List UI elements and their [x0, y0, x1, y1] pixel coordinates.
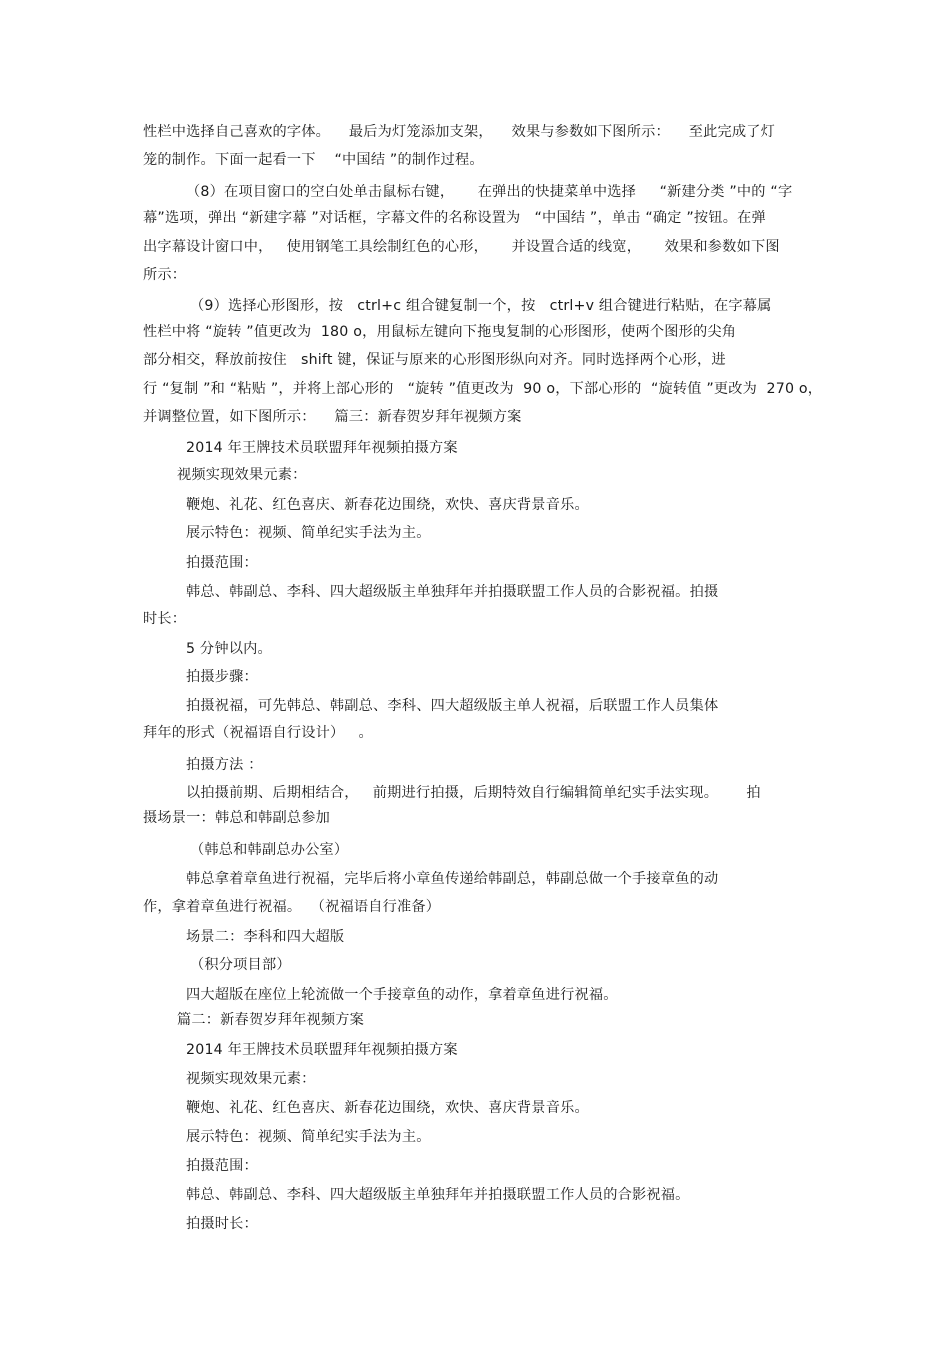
- text-line: （8）在项目窗口的空白处单击鼠标右键， 在弹出的快捷菜单中选择 “新建分类 ”中的 “字: [186, 184, 793, 200]
- text-line: 并调整位置，如下图所示： 篇三：新春贺岁拜年视频方案: [143, 409, 522, 425]
- text-line: 摄场景一：韩总和韩副总参加: [143, 810, 331, 826]
- text-line: 视频实现效果元素：: [177, 467, 307, 483]
- text-line: 拍摄范围：: [186, 555, 258, 571]
- text-line: 拍摄时长：: [186, 1216, 258, 1232]
- text-line: 视频实现效果元素：: [186, 1071, 316, 1087]
- text-line: 时长：: [143, 611, 187, 627]
- text-line: （韩总和韩副总办公室）: [190, 842, 349, 858]
- text-line: 场景二：李科和四大超版: [186, 929, 345, 945]
- text-line: 韩总、韩副总、李科、四大超级版主单独拜年并拍摄联盟工作人员的合影祝福。拍摄: [186, 584, 719, 600]
- text-line: 部分相交，释放前按住 shift 键，保证与原来的心形图形纵向对齐。同时选择两个心形，进: [143, 352, 726, 368]
- text-line: 作，拿着章鱼进行祝福。 （祝福语自行准备）: [143, 899, 441, 915]
- text-line: 性栏中将 “旋转 ”值更改为 180 o，用鼠标左键向下拖曳复制的心形图形，使两个图形的尖角: [143, 324, 737, 340]
- text-line: 韩总、韩副总、李科、四大超级版主单独拜年并拍摄联盟工作人员的合影祝福。: [186, 1187, 690, 1203]
- text-line: （积分项目部）: [190, 957, 291, 973]
- text-line: 韩总拿着章鱼进行祝福，完毕后将小章鱼传递给韩副总，韩副总做一个手接章鱼的动: [186, 871, 719, 887]
- text-line: 以拍摄前期、后期相结合， 前期进行拍摄，后期特效自行编辑简单纪实手法实现。 拍: [186, 785, 761, 801]
- text-line: 出字幕设计窗口中， 使用钢笔工具绘制红色的心形， 并设置合适的线宽， 效果和参数如下图: [143, 239, 780, 255]
- text-line: 拍摄范围：: [186, 1158, 258, 1174]
- text-line: 2014 年王牌技术员联盟拜年视频拍摄方案: [186, 1042, 458, 1058]
- text-line: 行 “复制 ”和 “粘贴 ”，并将上部心形的 “旋转 ”值更改为 90 o，下部心形的 “旋转值 ”更改为 270 o，: [143, 381, 823, 397]
- text-line: 拍摄步骤：: [186, 669, 258, 685]
- text-line: 2014 年王牌技术员联盟拜年视频拍摄方案: [186, 440, 458, 456]
- text-line: 笼的制作。下面一起看一下 “中国结 ”的制作过程。: [143, 152, 484, 168]
- text-line: 鞭炮、礼花、红色喜庆、新春花边围绕，欢快、喜庆背景音乐。: [186, 1100, 589, 1116]
- text-line: 性栏中选择自己喜欢的字体。 最后为灯笼添加支架， 效果与参数如下图所示： 至此完成了灯: [143, 124, 776, 140]
- text-line: 展示特色：视频、简单纪实手法为主。: [186, 525, 431, 541]
- text-line: 鞭炮、礼花、红色喜庆、新春花边围绕，欢快、喜庆背景音乐。: [186, 497, 589, 513]
- text-line: 拍摄方法 ：: [186, 757, 263, 773]
- text-line: （9）选择心形图形，按 ctrl+c 组合键复制一个，按 ctrl+v 组合键进行粘贴，在字幕属: [190, 298, 772, 314]
- text-line: 所示：: [143, 267, 187, 283]
- text-line: 拜年的形式（祝福语自行设计） 。: [143, 725, 373, 741]
- text-line: 四大超版在座位上轮流做一个手接章鱼的动作，拿着章鱼进行祝福。: [186, 987, 618, 1003]
- text-line: 拍摄祝福，可先韩总、韩副总、李科、四大超级版主单人祝福，后联盟工作人员集体: [186, 698, 719, 714]
- text-line: 篇二：新春贺岁拜年视频方案: [177, 1012, 365, 1028]
- text-line: 幕”选项，弹出 “新建字幕 ”对话框，字幕文件的名称设置为 “中国结 ”，单击 “确定 ”按钮。在弹: [143, 210, 766, 226]
- text-line: 展示特色：视频、简单纪实手法为主。: [186, 1129, 431, 1145]
- text-line: 5 分钟以内。: [186, 641, 272, 657]
